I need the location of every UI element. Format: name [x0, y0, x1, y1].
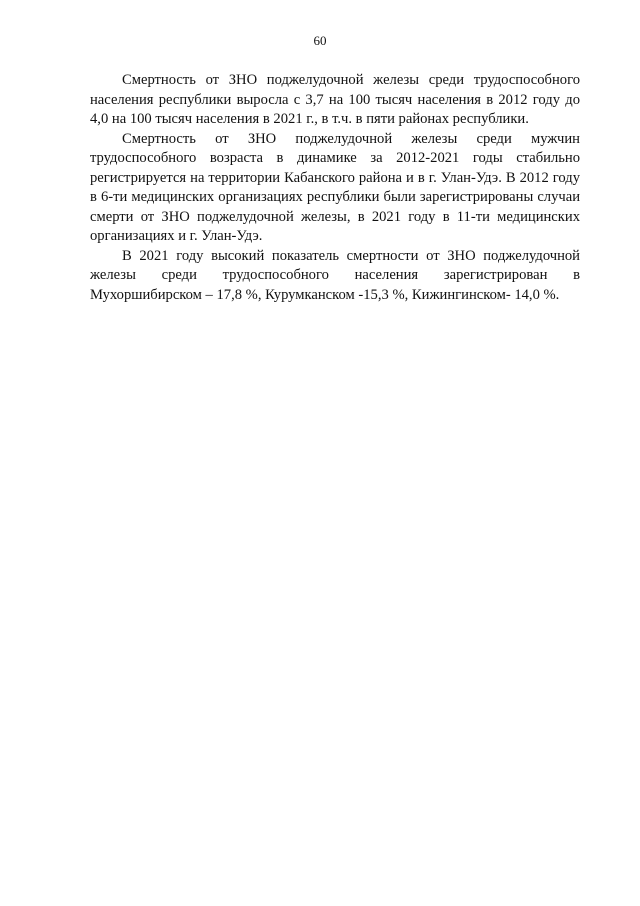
- paragraph-high-mortality-districts: В 2021 году высокий показатель смертности от ЗНО поджелудочной железы среди трудоспособного населения зарегистрирован в Мухоршибирском – 17,8 %, Курумканском -15,3 %, Кижингинском- 14,0 %.: [90, 247, 580, 303]
- document-body: [90, 71, 580, 305]
- page-number: 60: [313, 33, 327, 48]
- paragraph-pancreas-mortality-men: Смертность от ЗНО поджелудочной железы среди мужчин трудоспособного возраста в динамике за 2012-2021 годы стабильно регистрируется на территории Кабанского района и в г. Улан-Удэ. В 2012 году в 6-ти медицинских организациях республики были зарегистрированы случаи смерти от ЗНО поджелудочной железы, в 2021 году в 11-ти медицинских организациях и г. Улан-Удэ.: [90, 130, 580, 244]
- paragraph-pancreas-mortality-working-age: Смертность от ЗНО поджелудочной железы среди трудоспособного населения республики выросла с 3,7 на 100 тысяч населения в 2012 году до 4,0 на 100 тысяч населения в 2021 г., в т.ч. в пяти районах республики.: [90, 72, 580, 127]
